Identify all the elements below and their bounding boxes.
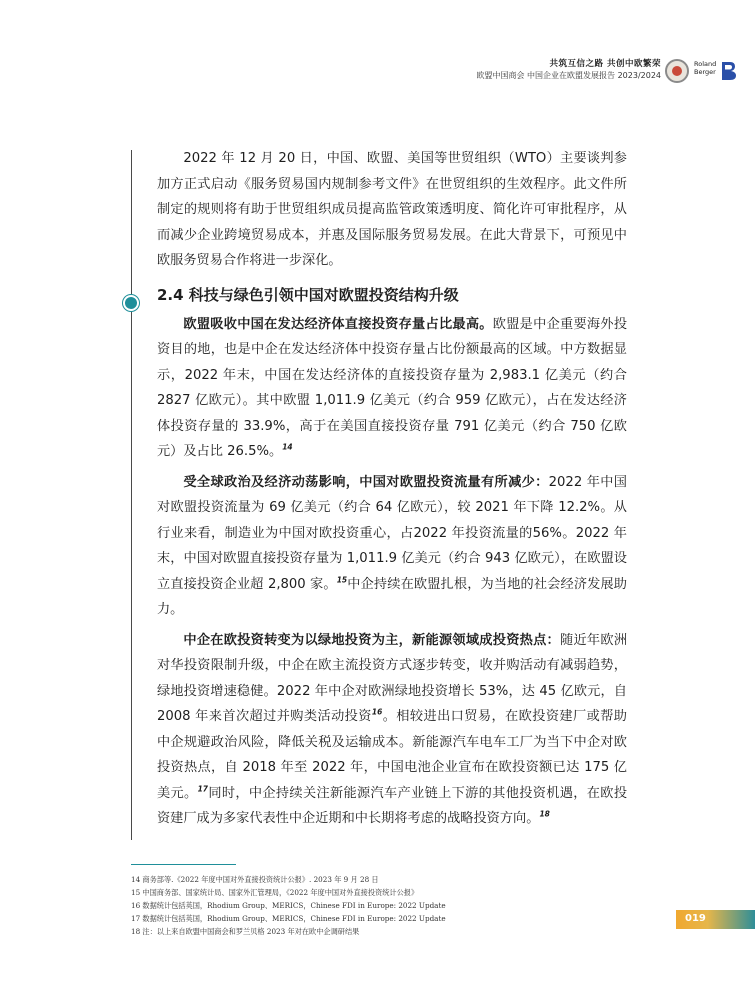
roland-berger-logo-text (694, 60, 716, 76)
paragraph-1 (157, 312, 627, 465)
page-number-tab (676, 910, 755, 929)
section-heading: 2.4 科技与绿色引领中国对欧盟投资结构升级 (157, 285, 459, 304)
paragraph-3-text-c: 同时，中企持续关注新能源汽车产业链上下游的其他投资机遇，在欧投资建厂成为多家代表性中企近期和中长期将考虑的战略投资方向。 (157, 785, 628, 826)
footnote-16: 16 数据统计包括英国，Rhodium Group、MERICS，Chinese FDI in Europe: 2022 Update (131, 901, 446, 910)
footnote-ref-18: 18 (539, 809, 550, 819)
footnote-ref-14: 14 (282, 442, 293, 452)
footnote-ref-16: 16 (371, 707, 383, 717)
paragraph-2 (157, 470, 627, 623)
footnotes (131, 873, 611, 938)
paragraph-3 (157, 628, 627, 832)
logo-text-line1: Roland (694, 60, 717, 68)
paragraph-1-lead: 欧盟吸收中国在发达经济体直接投资存量占比最高。 (183, 316, 493, 332)
page-header (477, 58, 662, 82)
paragraph-3-text-a: 随近年欧洲对华投资限制升级，中企在欧主流投资方式逐步转变，收并购活动有减弱趋势，绿地投资增速稳健。2022 年中企对欧洲绿地投资增长 53%，达 45 亿欧元，自 2008 年来首次超过并购类活动投资 (157, 632, 628, 724)
intro-paragraph: 2022 年 12 月 20 日，中国、欧盟、美国等世贸组织（WTO）主要谈判参加方正式启动《服务贸易国内规制参考文件》在世贸组织的生效程序。此文件所制定的规则将有助于世贸组织成员提高监管政策透明度、简化许可审批程序，从而减少企业跨境贸易成本，并惠及国际服务贸易发展。在此大背景下，可预见中欧服务贸易合作将进一步深化。 (157, 151, 627, 268)
header-report-title: 欧盟中国商会 中国企业在欧盟发展报告 2023/2024 (476, 71, 661, 80)
header-slogan: 共筑互信之路 共创中欧繁荣 (549, 59, 661, 69)
chamber-seal-logo (665, 59, 689, 83)
paragraph-3-text-b: 。相较进出口贸易，在欧投资建厂或帮助中企规避政治风险，降低关税及运输成本。新能源汽车电车工厂为当下中企对欧投资热点，自 2018 年至 2022 年，中国电池企业宣布在欧投资额已达 175 亿美元。 (157, 709, 627, 801)
footnote-divider (131, 864, 236, 865)
footnote-14: 14 商务部等.《2022 年度中国对外直接投资统计公报》. 2023 年 9 月 28 日 (131, 875, 379, 884)
footnote-18: 18 注：以上来自欧盟中国商会和罗兰贝格 2023 年对在欧中企调研结果 (131, 927, 360, 936)
paragraph-2-lead: 受全球政治及经济动荡影响，中国对欧盟投资流量有所减少： (183, 474, 549, 490)
roland-berger-b-icon (722, 62, 736, 80)
left-margin-rule (131, 150, 132, 840)
paragraph-1-text: 欧盟是中企重要海外投资目的地，也是中企在发达经济体中投资存量占比份额最高的区域。中方数据显示，2022 年末，中国在发达经济体的直接投资存量为 2,983.1 亿美元（约合 2827 亿欧元）。其中欧盟 1,011.9 亿美元（约合 959 亿欧元），占在发达经济体投资存量的 33.9%，高于在美国直接投资存量 791 亿美元（约合 750 亿欧元）及占比 26.5%。 (157, 316, 628, 459)
footnote-15: 15 中国商务部、国家统计局、国家外汇管理局，《2022 年度中国对外直接投资统计公报》 (131, 888, 419, 897)
main-body (157, 146, 627, 832)
footnote-17: 17 数据统计包括英国，Rhodium Group、MERICS，Chinese FDI in Europe: 2022 Update (131, 914, 446, 923)
paragraph-2-tail: 中企持续在欧盟扎根，为当地的社会经济发展助力。 (157, 576, 627, 617)
page-number: 019 (685, 913, 706, 924)
section-marker-dot (125, 297, 137, 309)
footnote-ref-17: 17 (197, 784, 208, 794)
paragraph-3-lead: 中企在欧投资转变为以绿地投资为主，新能源领域成投资热点： (183, 632, 561, 648)
logo-text-line2: Berger (694, 68, 716, 76)
footnote-ref-15: 15 (336, 575, 348, 585)
paragraph-2-text: 2022 年中国对欧盟投资流量为 69 亿美元（约合 64 亿欧元），较 2021 年下降 12.2%。从行业来看，制造业为中国对欧投资重心，占2022 年投资流量的56%。2022 年末，中国对欧盟直接投资存量为 1,011.9 亿美元（约合 943 亿欧元），在欧盟设立直接投资企业超 2,800 家。 (157, 474, 627, 592)
